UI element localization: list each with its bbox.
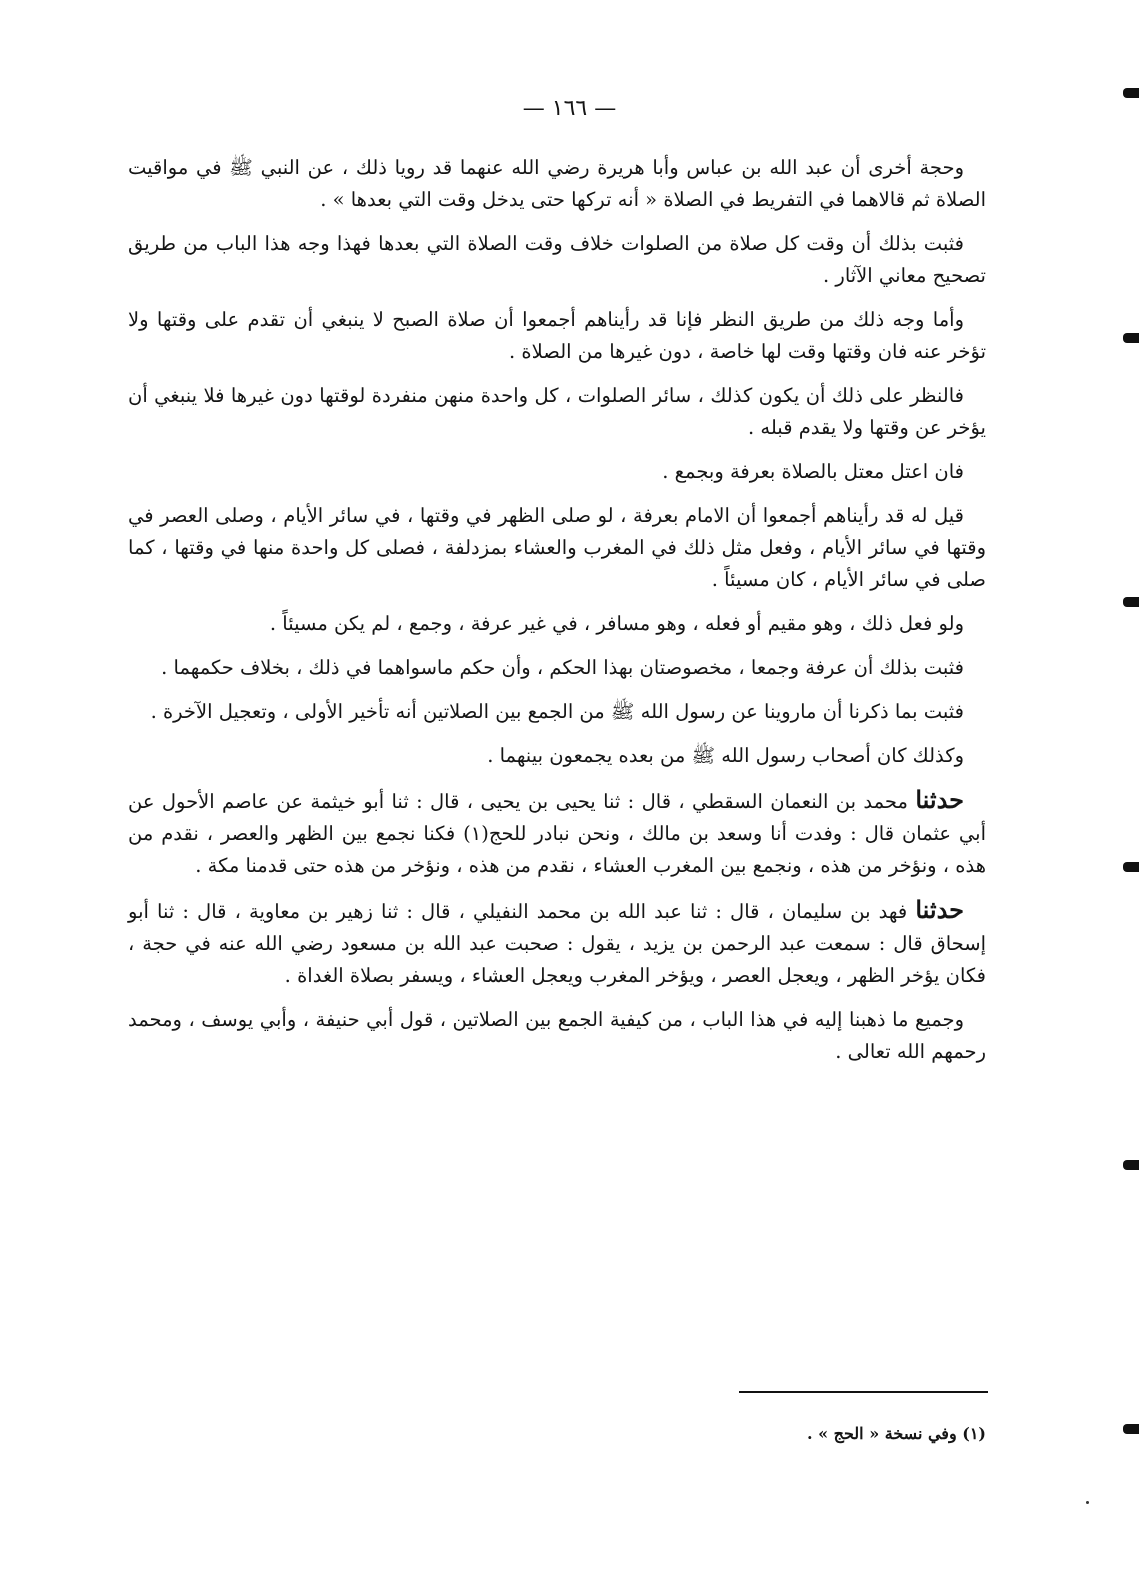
hadith-2-text: فهد بن سليمان ، قال : ثنا عبد الله بن محمد النفيلي ، قال : ثنا زهير بن معاوية ، قال : ثنا أبو إسحاق قال : سمعت عبد الرحمن بن يزيد ، يقول : صحبت عبد الله بن مسعود رضي الله عنه في حجة ، فكان يؤخر الظهر ، ويعجل العصر ، ويؤخر المغرب ويعجل العشاء ، ويسفر بصلاة الغداة . [128, 900, 986, 987]
paragraph-5: فان اعتل معتل بالصلاة بعرفة وبجمع . [662, 460, 964, 483]
haddathana-lead: حدثنا [915, 785, 964, 814]
paragraph-1: وحجة أخرى أن عبد الله بن عباس وأبا هريرة رضي الله عنهما قد رويا ذلك ، عن النبي ﷺ في مواقيت الصلاة ثم قالاهما في التفريط في الصلاة « أنه تركها حتى يدخل وقت التي بعدها » . [128, 156, 986, 211]
paragraph-8: فثبت بذلك أن عرفة وجمعا ، مخصوصتان بهذا الحكم ، وأن حكم ماسواهما في ذلك ، بخلاف حكمهما . [161, 656, 964, 679]
edge-scan-mark [1123, 1160, 1139, 1170]
edge-scan-mark [1123, 88, 1139, 98]
paragraph-9: فثبت بما ذكرنا أن ماروينا عن رسول الله ﷺ من الجمع بين الصلاتين أنه تأخير الأولى ، وتعجيل الآخرة . [150, 700, 964, 723]
edge-scan-mark [1123, 1424, 1139, 1434]
edge-scan-mark [1123, 333, 1139, 343]
paragraph-7: ولو فعل ذلك ، وهو مقيم أو فعله ، وهو مسافر ، في غير عرفة ، وجمع ، لم يكن مسيئاً . [269, 612, 964, 635]
hadith-1 [128, 784, 986, 882]
edge-scan-mark [1123, 597, 1139, 607]
closing-paragraph: وجميع ما ذهبنا إليه في هذا الباب ، من كيفية الجمع بين الصلاتين ، قول أبي حنيفة ، وأبي يوسف ، ومحمد رحمهم الله تعالى . [128, 1008, 986, 1063]
footnote-divider [739, 1391, 988, 1393]
paragraph-6: قيل له قد رأيناهم أجمعوا أن الامام بعرفة ، لو صلى الظهر في وقتها ، في سائر الأيام ، وصلى العصر في وقتها في سائر الأيام ، وفعل مثل ذلك في المغرب والعشاء بمزدلفة ، فصلى كل واحدة منها في وقتها ، كما صلى في سائر الأيام ، كان مسيئاً . [128, 504, 986, 591]
hadith-1-text: محمد بن النعمان السقطي ، قال : ثنا يحيى بن يحيى ، قال : ثنا أبو خيثمة عن عاصم الأحول عن أبي عثمان قال : وفدت أنا وسعد بن مالك ، ونحن نبادر للحج(١) فكنا نجمع بين الظهر والعصر ، نقدم من هذه ، ونؤخر من هذه ، ونجمع بين المغرب العشاء ، نقدم من هذه ، ونؤخر من هذه حتى قدمنا مكة . [128, 790, 987, 877]
paragraph-3: وأما وجه ذلك من طريق النظر فإنا قد رأيناهم أجمعوا أن صلاة الصبح لا ينبغي أن تقدم على وقتها ولا تؤخر عنه فان وقتها وقت لها خاصة ، دون غيرها من الصلاة . [128, 308, 986, 363]
hadith-2 [128, 894, 986, 992]
paragraph-10: وكذلك كان أصحاب رسول الله ﷺ من بعده يجمعون بينهما . [487, 744, 964, 767]
page-number: — ١٦٦ — [522, 96, 617, 121]
paragraph-4: فالنظر على ذلك أن يكون كذلك ، سائر الصلوات ، كل واحدة منهن منفردة لوقتها دون غيرها فلا ينبغي أن يؤخر عن وقتها ولا يقدم قبله . [128, 384, 986, 439]
paragraph-2: فثبت بذلك أن وقت كل صلاة من الصلوات خلاف وقت الصلاة التي بعدها فهذا وجه هذا الباب من طريق تصحيح معاني الآثار . [128, 232, 986, 287]
edge-scan-mark [1123, 862, 1139, 872]
haddathana-lead: حدثنا [915, 895, 964, 924]
scan-dot [1086, 1501, 1089, 1504]
footnote: (١) وفي نسخة « الحج » . [806, 1424, 986, 1443]
main-text [128, 152, 986, 1080]
